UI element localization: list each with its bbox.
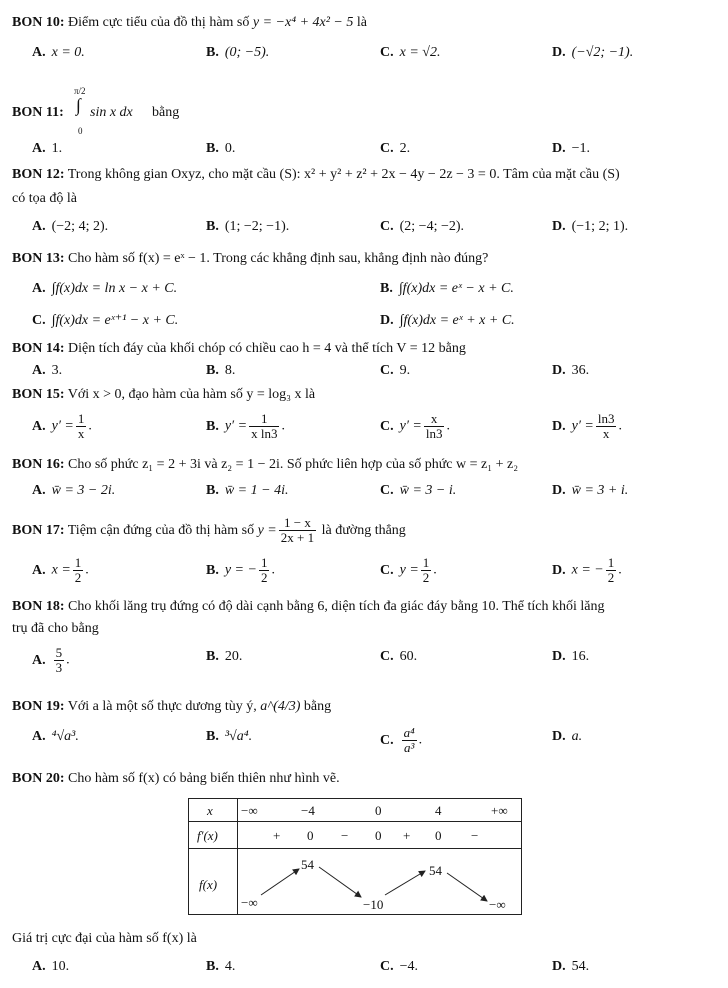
options-15 <box>12 412 717 446</box>
option-d[interactable] <box>552 646 589 668</box>
question-15 <box>12 386 717 404</box>
option-letter: D. <box>552 729 566 744</box>
denominator: x <box>602 426 610 441</box>
option-c[interactable] <box>380 360 410 382</box>
option-lhs: y′ = <box>399 418 422 434</box>
function-expression: y = −x⁴ + 4x² − 5 <box>252 15 354 30</box>
question-12 <box>12 166 717 184</box>
question-label: BON 17: <box>12 523 65 538</box>
denominator: 3 <box>55 660 63 675</box>
question-text-end: là đường thẳng <box>321 523 406 538</box>
option-value: 3. <box>51 363 63 378</box>
option-letter: A. <box>32 219 46 234</box>
option-lhs: y = − <box>224 562 257 578</box>
option-value: ∫f(x)dx = ln x − x + C. <box>51 281 178 296</box>
option-c[interactable] <box>32 310 178 332</box>
option-value: w̄ = 1 − 4i. <box>224 483 289 498</box>
option-lhs: y′ = <box>51 418 74 434</box>
option-letter: C. <box>380 562 394 578</box>
question-20-continued <box>12 930 717 948</box>
option-a[interactable] <box>32 956 69 978</box>
options-13a <box>12 278 717 304</box>
question-text: Cho khối lăng trụ đứng có độ dài cạnh bằng 6, diện tích đa giác đáy bằng 10. Thể tích khối lăng <box>68 599 605 614</box>
numerator: 1 <box>607 555 615 570</box>
option-d[interactable]: D. y′ = $\frac{\ln 3}{x}$ . <box>552 411 622 441</box>
denominator: 2 <box>74 570 82 585</box>
options-18 <box>12 646 717 680</box>
option-letter: D. <box>552 418 566 434</box>
option-c[interactable]: C. y′ = $\frac{x}{\ln 3}$ . <box>380 411 450 441</box>
option-d[interactable] <box>552 956 589 978</box>
option-value: 20. <box>224 649 243 664</box>
variation-arrows <box>189 799 521 914</box>
option-letter: A. <box>32 562 46 578</box>
option-a[interactable] <box>32 480 115 502</box>
fraction <box>54 646 65 675</box>
numerator: 1 <box>77 411 85 426</box>
fraction <box>402 726 417 755</box>
option-value: (−1; 2; 1). <box>571 219 629 234</box>
option-letter: D. <box>552 959 566 974</box>
option-b[interactable] <box>206 956 235 978</box>
numerator: 1 <box>249 412 279 427</box>
fraction <box>259 556 270 585</box>
option-b[interactable] <box>206 646 242 668</box>
x-value: −4 <box>301 803 315 818</box>
power-expression: a^(4/3) <box>260 699 301 714</box>
options-12 <box>12 216 717 242</box>
option-letter: B. <box>206 219 219 234</box>
option-value: w̄ = 3 − 2i. <box>51 483 116 498</box>
option-a[interactable] <box>32 726 79 748</box>
denominator: a³ <box>403 740 415 755</box>
question-11 <box>12 82 717 136</box>
question-label: BON 18: <box>12 599 65 614</box>
max-value: 54 <box>301 857 314 872</box>
arrow-down <box>319 867 361 897</box>
denominator: 2 <box>422 570 430 585</box>
option-value: 16. <box>571 649 590 664</box>
option-letter: C. <box>380 418 394 434</box>
question-label: BON 12: <box>12 167 65 182</box>
question-16 <box>12 456 717 474</box>
question-text: Diện tích đáy của khối chóp có chiều cao h = 4 và thể tích V = 12 bằng <box>68 341 466 356</box>
option-lhs: y′ = <box>224 418 248 434</box>
option-d[interactable] <box>552 138 590 160</box>
question-text-end: bằng <box>303 699 332 714</box>
option-letter: B. <box>206 729 219 744</box>
row-header-function: f(x) <box>199 877 218 892</box>
option-value: x = √2. <box>399 45 441 60</box>
options-11 <box>12 138 717 164</box>
question-label: BON 10: <box>12 15 65 30</box>
option-value: ∫f(x)dx = eˣ + x + C. <box>399 313 515 328</box>
question-text: có tọa độ là <box>12 191 77 206</box>
option-c[interactable]: C. y = $\frac{1}{2}$ . <box>380 555 437 585</box>
option-letter: C. <box>380 141 394 156</box>
options-19 <box>12 726 717 760</box>
question-text: Cho số phức z₁ = 2 + 3i và z₂ = 1 − 2i. Số phức liên hợp của số phức w = z₁ + z₂ <box>68 457 519 472</box>
options-16 <box>12 480 717 506</box>
option-letter: B. <box>206 959 219 974</box>
fraction <box>73 556 84 585</box>
options-13b <box>12 310 717 336</box>
denominator: x ln3 <box>251 426 278 441</box>
option-lhs: y′ = <box>571 418 594 434</box>
sign: 0 <box>307 828 314 843</box>
question-17: BON 17: Tiệm cận đứng của đồ thị hàm số y = $\frac{1 - x}{2x + 1}$ là đường thẳng <box>12 515 406 546</box>
option-value: 10. <box>51 959 70 974</box>
option-value: −4. <box>399 959 419 974</box>
option-letter: B. <box>206 418 219 434</box>
option-value: ∫f(x)dx = eˣ⁺¹ − x + C. <box>51 313 179 328</box>
option-a[interactable]: A. $\frac{5}{3}$ . <box>32 645 70 675</box>
option-letter: D. <box>552 45 566 60</box>
option-letter: D. <box>380 313 394 328</box>
option-letter: C. <box>380 219 394 234</box>
integrand: sin x dx <box>90 105 133 120</box>
question-18-continued <box>12 620 717 638</box>
sign: − <box>471 828 479 843</box>
option-letter: D. <box>552 562 566 578</box>
option-a[interactable]: A. x = $\frac{1}{2}$ . <box>32 555 89 585</box>
option-letter: C. <box>380 959 394 974</box>
option-d[interactable] <box>552 480 628 502</box>
question-label: BON 20: <box>12 771 65 786</box>
option-letter: B. <box>206 45 219 60</box>
option-letter: C. <box>380 732 394 748</box>
integral-upper-bound: π/2 <box>74 86 86 96</box>
option-value: w̄ = 3 + i. <box>571 483 629 498</box>
option-letter: A. <box>32 141 46 156</box>
option-letter: C. <box>380 363 394 378</box>
numerator: 1 <box>422 555 430 570</box>
option-value: 1. <box>51 141 63 156</box>
question-20 <box>12 770 717 788</box>
integral-sign: ∫ <box>76 95 81 115</box>
arrow-down <box>447 873 487 901</box>
option-value: 4. <box>224 959 236 974</box>
fraction <box>76 412 87 441</box>
integral-lower-bound: 0 <box>78 126 83 136</box>
max-value: 54 <box>429 863 442 878</box>
option-c[interactable]: C. $\frac{\text{a⁴}}{\text{a³}}$ . <box>380 725 423 755</box>
option-letter: A. <box>32 483 46 498</box>
question-label: BON 19: <box>12 699 65 714</box>
denominator: 2 <box>607 570 615 585</box>
option-value: x = 0. <box>51 45 85 60</box>
fraction <box>596 412 617 441</box>
option-letter: B. <box>206 483 219 498</box>
option-d[interactable] <box>552 726 582 748</box>
numerator: 1 <box>260 555 268 570</box>
question-text: Với a là một số thực dương tùy ý, <box>67 699 257 714</box>
option-value: (0; −5). <box>224 45 270 60</box>
question-label: BON 13: <box>12 251 65 266</box>
option-d[interactable] <box>380 310 515 332</box>
row-header-x: x <box>207 803 213 818</box>
question-text: Trong không gian Oxyz, cho mặt cầu (S): x² + y² + z² + 2x − 4y − 2z − 3 = 0. Tâm của mặt cầu (S) <box>67 167 620 182</box>
numerator: ln3 <box>597 411 615 426</box>
option-b[interactable] <box>206 42 269 64</box>
row-header-derivative: f′(x) <box>197 828 218 843</box>
option-b[interactable]: B. y′ = $\frac{1}{\text{x ln3}}$ . <box>206 411 285 441</box>
option-a[interactable] <box>32 216 108 238</box>
option-value: 36. <box>571 363 590 378</box>
arrow-up <box>261 869 299 895</box>
fraction <box>421 556 432 585</box>
option-letter: A. <box>32 729 46 744</box>
option-b[interactable] <box>206 480 288 502</box>
option-b[interactable] <box>380 278 514 300</box>
sign: 0 <box>375 828 382 843</box>
denominator: x <box>77 426 85 441</box>
option-b[interactable] <box>206 216 289 238</box>
option-letter: A. <box>32 652 46 668</box>
numerator: a⁴ <box>403 725 415 740</box>
question-label: BON 15: <box>12 387 65 402</box>
option-c[interactable] <box>380 42 440 64</box>
option-letter: A. <box>32 281 46 296</box>
option-value: 9. <box>399 363 411 378</box>
numerator: 5 <box>55 645 63 660</box>
option-value: a. <box>571 729 583 744</box>
options-14 <box>12 360 717 386</box>
question-text: Cho hàm số f(x) có bảng biến thiên như hình vẽ. <box>68 771 340 786</box>
option-lhs: x = − <box>571 562 604 578</box>
option-letter: C. <box>380 649 394 664</box>
option-letter: A. <box>32 45 46 60</box>
option-value: 8. <box>224 363 236 378</box>
fraction <box>249 412 279 441</box>
option-letter: D. <box>552 483 566 498</box>
option-letter: C. <box>380 45 394 60</box>
option-d[interactable] <box>552 216 628 238</box>
option-letter: A. <box>32 418 46 434</box>
option-value: (1; −2; −1). <box>224 219 290 234</box>
option-value: 54. <box>571 959 590 974</box>
numerator: 1 − x <box>279 516 316 531</box>
denominator: 2 <box>260 570 268 585</box>
question-text: Với x > 0, đạo hàm của hàm số y = log₃ x là <box>67 387 316 402</box>
question-label: BON 14: <box>12 341 65 356</box>
option-d[interactable] <box>552 42 633 64</box>
option-letter: B. <box>380 281 393 296</box>
option-c[interactable] <box>380 138 410 160</box>
x-value: 0 <box>375 803 382 818</box>
question-13 <box>12 250 717 268</box>
option-b[interactable]: B. y = − $\frac{1}{2}$ . <box>206 555 275 585</box>
function-fraction <box>279 516 316 545</box>
arrow-up <box>385 871 425 895</box>
option-a[interactable] <box>32 360 62 382</box>
variation-table <box>188 798 522 915</box>
x-value: 4 <box>435 803 442 818</box>
option-letter: B. <box>206 649 219 664</box>
option-b[interactable] <box>206 360 235 382</box>
numerator: 1 <box>74 555 82 570</box>
option-value: (−√2; −1). <box>571 45 634 60</box>
options-17 <box>12 556 717 590</box>
option-letter: B. <box>206 363 219 378</box>
option-letter: C. <box>380 483 394 498</box>
option-value: ⁴√a³. <box>51 729 79 744</box>
limit-value: −∞ <box>489 897 506 912</box>
question-19 <box>12 698 717 716</box>
option-lhs: x = <box>51 562 71 578</box>
option-letter: A. <box>32 959 46 974</box>
sign: + <box>273 828 281 843</box>
denominator: ln3 <box>425 426 443 441</box>
option-a[interactable] <box>32 42 85 64</box>
option-letter: A. <box>32 363 46 378</box>
option-d[interactable]: D. x = − $\frac{1}{2}$ . <box>552 555 622 585</box>
option-value: ∫f(x)dx = eˣ − x + C. <box>398 281 514 296</box>
question-text: Điểm cực tiểu của đồ thị hàm số <box>68 15 250 30</box>
option-value: 2. <box>399 141 411 156</box>
question-text: Cho hàm số f(x) = eˣ − 1. Trong các khẳng định sau, khẳng định nào đúng? <box>68 251 489 266</box>
fraction <box>606 556 617 585</box>
option-d[interactable] <box>552 360 589 382</box>
question-text-end: là <box>356 15 367 30</box>
option-letter: D. <box>552 141 566 156</box>
option-c[interactable] <box>380 956 418 978</box>
fraction <box>424 412 445 441</box>
option-c[interactable] <box>380 216 464 238</box>
denominator: 2x + 1 <box>280 530 315 546</box>
sign: 0 <box>435 828 442 843</box>
numerator: x <box>424 412 445 427</box>
question-text-end: bằng <box>152 105 180 120</box>
option-a[interactable] <box>32 278 177 300</box>
option-letter: D. <box>552 649 566 664</box>
question-10 <box>12 14 717 32</box>
option-value: 0. <box>224 141 236 156</box>
option-letter: D. <box>552 219 566 234</box>
option-value: 60. <box>399 649 418 664</box>
option-value: (−2; 4; 2). <box>51 219 109 234</box>
option-value: −1. <box>571 141 591 156</box>
options-20 <box>12 956 717 982</box>
option-letter: C. <box>32 313 46 328</box>
option-c[interactable] <box>380 480 456 502</box>
option-value: (2; −4; −2). <box>399 219 465 234</box>
x-value: +∞ <box>491 803 508 818</box>
options-10 <box>12 42 717 68</box>
question-18 <box>12 598 717 616</box>
question-text: Tiệm cận đứng của đồ thị hàm số <box>67 523 255 538</box>
x-value: −∞ <box>241 803 258 818</box>
option-b[interactable] <box>206 726 252 748</box>
option-letter: B. <box>206 141 219 156</box>
question-14 <box>12 340 717 358</box>
sign: − <box>341 828 349 843</box>
question-12-continued <box>12 190 717 208</box>
option-c[interactable] <box>380 646 417 668</box>
question-label: BON 11: <box>12 105 64 120</box>
option-b[interactable] <box>206 138 235 160</box>
limit-value: −∞ <box>241 895 258 910</box>
question-text: Giá trị cực đại của hàm số f(x) là <box>12 931 197 946</box>
option-a[interactable] <box>32 138 62 160</box>
option-letter: B. <box>206 562 219 578</box>
option-a[interactable]: A. y′ = $\frac{1}{x}$ . <box>32 411 92 441</box>
option-value: ³√a⁴. <box>224 729 253 744</box>
question-text: trụ đã cho bằng <box>12 621 99 636</box>
option-lhs: y = <box>399 562 419 578</box>
option-value: w̄ = 3 − i. <box>399 483 457 498</box>
sign: + <box>403 828 411 843</box>
min-value: −10 <box>363 897 384 912</box>
question-label: BON 16: <box>12 457 65 472</box>
option-letter: D. <box>552 363 566 378</box>
